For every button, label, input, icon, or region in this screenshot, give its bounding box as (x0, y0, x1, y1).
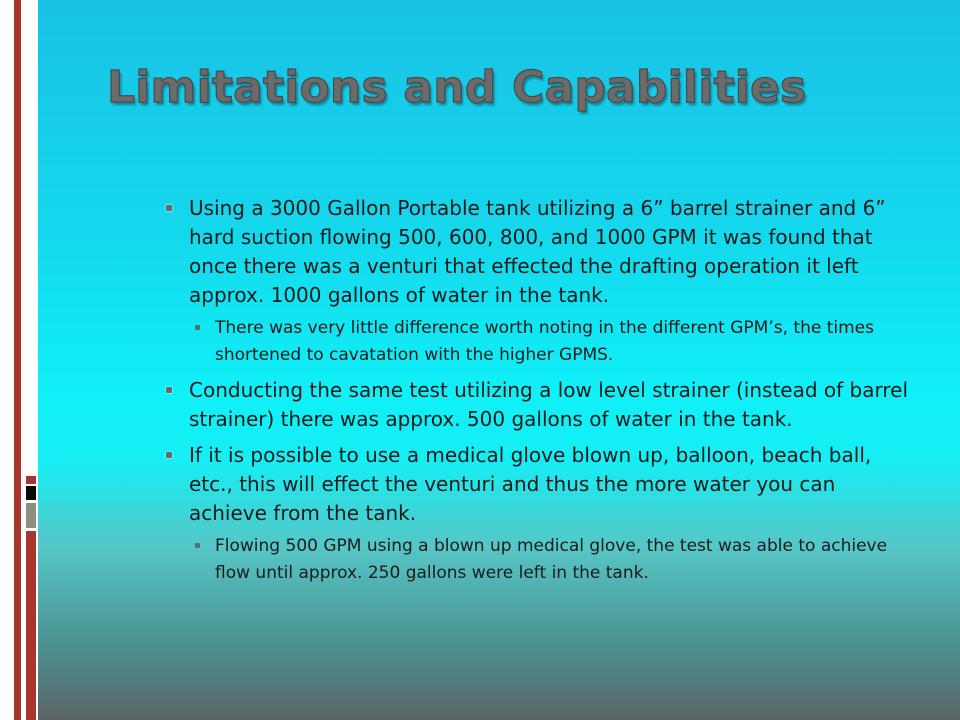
square-bullet-icon (165, 205, 172, 212)
bullet-item (165, 441, 910, 528)
bullet-item (165, 376, 910, 434)
square-bullet-icon (195, 325, 202, 332)
slide-title: Limitations and Capabilities (107, 62, 807, 113)
accent-bar-red-lower (26, 531, 36, 720)
accent-marker-red (26, 476, 36, 484)
left-white-column (26, 0, 36, 470)
bullet-list (165, 194, 910, 587)
bullet-text: Conducting the same test utilizing a low level strainer (instead of barrel strainer) there was approx. 500 gallons of water in the tank. (189, 378, 909, 431)
sub-bullet-text: Flowing 500 GPM using a blown up medical glove, the test was able to achieve flow until approx. 250 gallons were left in the tank. (215, 536, 888, 583)
sub-bullet-item (165, 533, 910, 587)
accent-marker-black (26, 486, 36, 500)
sub-bullet-text: There was very little difference worth noting in the different GPM’s, the times shortened to cavatation with the higher GPMS. (215, 318, 874, 365)
left-accent-bar (14, 0, 21, 720)
left-margin-strip (0, 0, 14, 720)
square-bullet-icon (165, 452, 172, 459)
square-bullet-icon (165, 387, 172, 394)
bullet-text: Using a 3000 Gallon Portable tank utilizing a 6” barrel strainer and 6” hard suction flowing 500, 600, 800, and 1000 GPM it was found that once there was a venturi that effected the drafting operation it left approx. 1000 gallons of water in the tank. (189, 196, 886, 307)
square-bullet-icon (195, 543, 202, 550)
sub-bullet-item (165, 315, 910, 369)
accent-marker-gray (26, 503, 36, 528)
bullet-item (165, 194, 910, 310)
bullet-text: If it is possible to use a medical glove blown up, balloon, beach ball, etc., this will effect the venturi and thus the more water you can achieve from the tank. (189, 443, 872, 525)
